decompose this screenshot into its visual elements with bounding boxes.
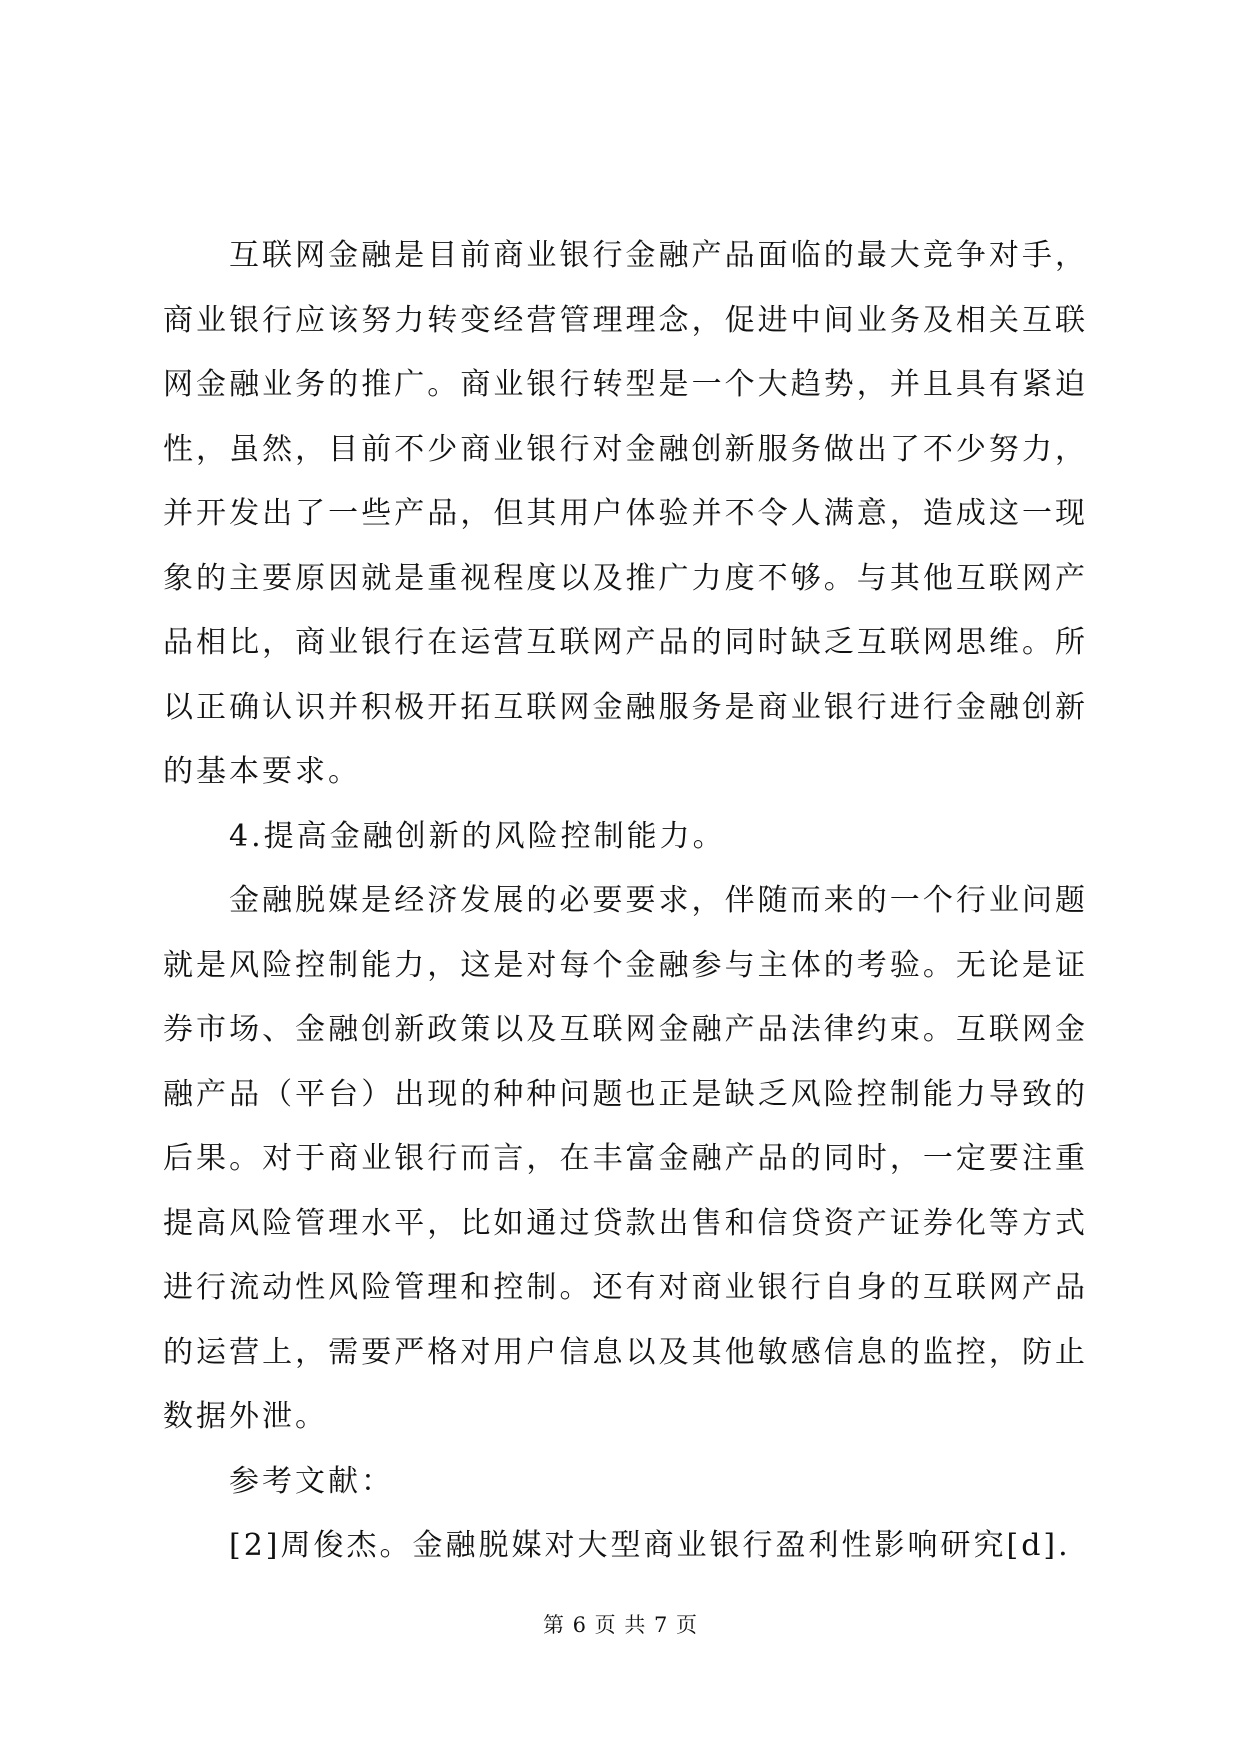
- paragraph-financial-disintermediation: 金融脱媒是经济发展的必要要求，伴随而来的一个行业问题就是风险控制能力，这是对每个金融参与主体的考验。无论是证券市场、金融创新政策以及互联网金融产品法律约束。互联网金融产品（平台）出现的种种问题也正是缺乏风险控制能力导致的后果。对于商业银行而言，在丰富金融产品的同时，一定要注重提高风险管理水平，比如通过贷款出售和信贷资产证券化等方式进行流动性风险管理和控制。还有对商业银行自身的互联网产品的运营上，需要严格对用户信息以及其他敏感信息的监控，防止数据外泄。: [163, 883, 1088, 1434]
- references-heading: 参考文献：: [229, 1463, 394, 1499]
- reference-item: [2]周俊杰。金融脱媒对大型商业银行盈利性影响研究[d].: [229, 1528, 1071, 1563]
- section-heading-risk-control: 4.提高金融创新的风险控制能力。: [229, 818, 726, 854]
- page-footer: 第 6 页 共 7 页: [542, 1613, 699, 1637]
- paragraph-internet-finance: 互联网金融是目前商业银行金融产品面临的最大竞争对手，商业银行应该努力转变经营管理理念，促进中间业务及相关互联网金融业务的推广。商业银行转型是一个大趋势，并且具有紧迫性，虽然，目前不少商业银行对金融创新服务做出了不少努力，并开发出了一些产品，但其用户体验并不令人满意，造成这一现象的主要原因就是重视程度以及推广力度不够。与其他互联网产品相比，商业银行在运营互联网产品的同时缺乏互联网思维。所以正确认识并积极开拓互联网金融服务是商业银行进行金融创新的基本要求。: [163, 238, 1088, 789]
- body-text: [163, 224, 1088, 1579]
